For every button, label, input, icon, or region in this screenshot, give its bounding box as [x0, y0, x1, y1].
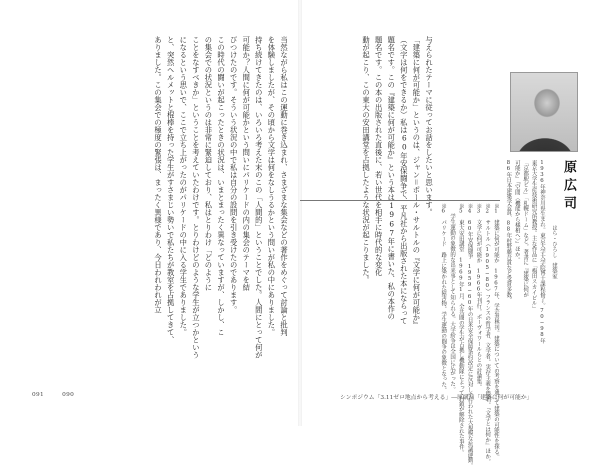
running-footer: シンポジウム「3.11ゼロ地点から考える」―原講演「建築に何が可能か」 — [340, 395, 533, 401]
page-numbers — [32, 392, 90, 398]
footnote: ※4 60年安保闘争 1959−60年の日米安全保障条約改定に反対して行われた大規模な抗議運動。 — [466, 203, 473, 468]
right-page-body — [290, 36, 435, 329]
body-line: 与えられたテーマに従ってお話をしたいと思います。 — [425, 36, 434, 216]
footnote: ※2 サルトル（1905−80）フランスの哲学者、文学者。実存主義を提唱。『文学とは何か』ほか。 — [484, 203, 491, 465]
footnote: 学生運動の象徴的な出来事として知られる。大学紛争は全国に広がった。 — [449, 203, 456, 392]
body-line: （文字は何をできるか）私は60年安保闘争で、平凡社から出版された本にならって — [399, 36, 409, 325]
bio-line: 「京都駅ビル」「札幌ドーム」など。著書に『建築に何が — [522, 160, 529, 298]
body-line: 動が起こり、この東大の安田講堂を占拠したような状況が起こりました。 — [362, 36, 372, 284]
footnote: ※3 文学に何が可能か 1966年刊行。ボーヴォワールらとの討論集。 — [475, 203, 482, 390]
notes-divider — [300, 200, 500, 201]
body-line: ことをなすべきか」ということを考えていたわけです。とりわけどのような学生が立つかという — [191, 36, 201, 359]
body-line: ありました。この集会での極度の緊張は、まったく異様であり、今日われわれが立 — [154, 36, 164, 314]
body-line: 持ち続けてきたのは、いろいろ考えた末のこの「人間的」ということでした。人間にとって何が — [254, 36, 264, 359]
bio-line: 東京大学生産技術研究所教授。主な作品に「梅田スカイビル」 — [530, 160, 537, 312]
bio-line: 1936年神奈川県生まれ。東京大学大学院博士課程修了。70−98年 — [539, 160, 545, 344]
footnote: ※6 パリケード 路上に築かれた障害物。学生運動の闘争の象徴となった。 — [440, 203, 447, 393]
author-name: 原広司 — [561, 160, 576, 214]
body-line: 可能か？人間に何が可能かという問いにパリケードの内の集会のテーマを結 — [242, 36, 252, 291]
body-line: の集会での状況というのは非常に緊迫しており、私はとりわけ「どのように — [204, 36, 214, 291]
body-line: 題名です。この本の出版された直後に、若い世代を相手に時代的な変化 — [374, 36, 384, 276]
body-line: 題名です。この『建築に何が可能か』という本は1967年に書いた、私の本作の — [387, 36, 397, 321]
footnote: ※5 東大安田講堂 1969年1月、全共闘の学生が占拠し機動隊によって封鎖が解除された事件。 — [457, 203, 464, 455]
body-line: を体験しましたが、その頃から文学は何をなしうるかという問いが私の中にありました。 — [267, 36, 277, 336]
bio-line: 86年日本建築学会賞、88年村野藤吾賞など受賞多数。 — [505, 160, 512, 303]
author-bio — [505, 160, 546, 344]
body-line: 当然ながら私はこの運動に巻き込まれ、さまざまな集会などの著作をめぐって討論と批判 — [280, 36, 289, 336]
page-number-right: 090 — [62, 392, 75, 398]
page-number-left: 091 — [32, 392, 44, 398]
body-line: になるという思いで、ここで立ち上がったのがパリケードの中に入る学生でありました。 — [179, 36, 189, 336]
bio-line: 可能か』『空間〈機能から様相へ〉』ほか。 — [513, 160, 520, 263]
body-line: この時代の闘いが起こったときの状況は、いまとまったく異なっていますが、しかし、こ — [217, 36, 227, 336]
body-line: びつけたのです。そういう状況の中で私は自分の設問を引き受けたのであります。 — [229, 36, 239, 314]
author-photo — [510, 72, 578, 152]
author-meta: はら・ひろし 建築家 — [551, 225, 557, 279]
footnote: ※1 建築に何が可能か 1967年、学芸書林刊。建築についての考察を通して建築の可能性を探る。 — [493, 203, 499, 460]
body-line: 「建築に何が可能か」というのは、ジャン＝ポール・サルトルの『文学に何が可能か』 — [412, 36, 422, 329]
left-page-body — [28, 36, 290, 359]
body-line: と、突然ヘルメットと棍棒を持った学生がすさまじい勢いで私たちが教室を占拠してきて、 — [166, 36, 176, 344]
